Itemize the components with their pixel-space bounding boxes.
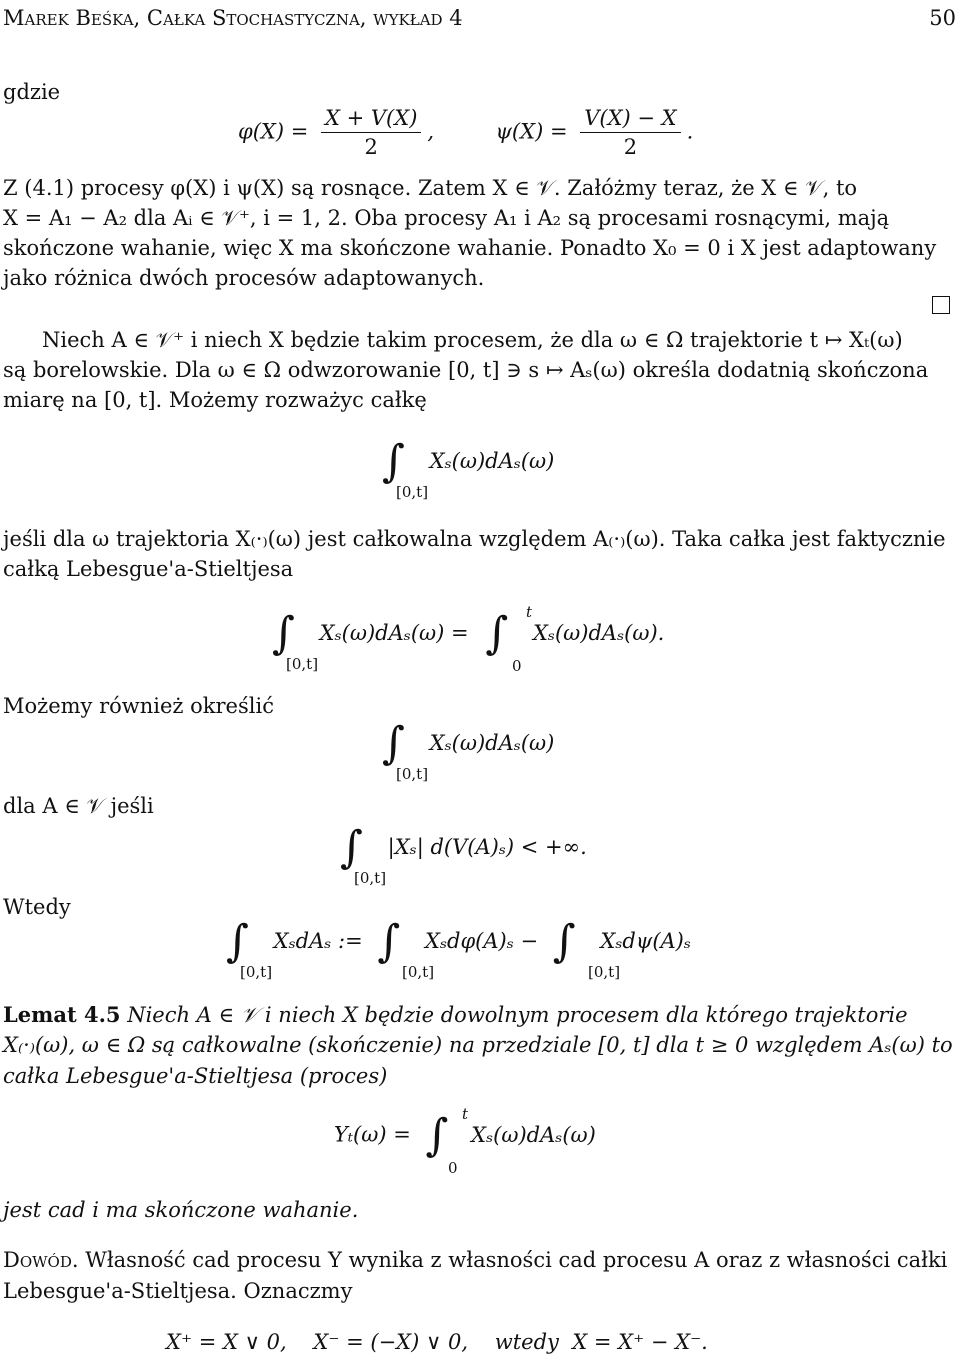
- integral-sign: ∫: [485, 608, 509, 659]
- paragraph-line: całką Lebesgue'a-Stieltjesa: [3, 557, 294, 581]
- lemma-label: Lemat 4.5: [3, 1002, 121, 1027]
- eq-end: .: [686, 119, 694, 144]
- lemma-eq-rhs: Xₛ(ω)dAₛ(ω): [471, 1122, 596, 1147]
- integral-upper-limit: t: [462, 1105, 469, 1123]
- integral-sign: ∫: [425, 1110, 449, 1161]
- phi-lhs: φ(X) =: [238, 119, 309, 144]
- integral-upper-limit: t: [526, 603, 533, 621]
- integral-limit: [0,t]: [354, 869, 387, 887]
- proof-text: Własność cad procesu Y wynika z własności cad procesu A oraz z własności całki: [85, 1248, 948, 1272]
- psi-numerator: V(X) − X: [580, 104, 680, 133]
- paragraph-line: miarę na [0, t]. Możemy rozważyc całkę: [3, 388, 427, 412]
- integral-sign: ∫: [226, 916, 249, 967]
- paragraph-line: jako różnica dwóch procesów adaptowanych.: [3, 266, 485, 290]
- psi-denominator: 2: [623, 135, 638, 160]
- integral-limit: [0,t]: [402, 963, 435, 981]
- proof-label: Dowód.: [3, 1248, 79, 1272]
- lemma-eq-lhs: Yₜ(ω) =: [334, 1122, 411, 1147]
- integral-display: [382, 718, 555, 769]
- integral-limit: [0,t]: [588, 963, 621, 981]
- psi-fraction: [580, 104, 680, 162]
- proof-line: Lebesgue'a-Stieltjesa. Oznaczmy: [3, 1279, 353, 1303]
- integral-definition: [226, 916, 691, 967]
- word-gdzie: gdzie: [3, 80, 61, 104]
- eq-separator: ,: [427, 119, 435, 144]
- integral-limit: [0,t]: [240, 963, 273, 981]
- integral-term: XₛdAₛ :=: [273, 928, 363, 953]
- phi-numerator: X + V(X): [321, 104, 421, 133]
- proof-equation: X⁺ = X ∨ 0, X⁻ = (−X) ∨ 0, wtedy X = X⁺ − X⁻.: [166, 1330, 708, 1354]
- running-header: [3, 4, 956, 36]
- paragraph-line: skończone wahanie, więc X ma skończone wahanie. Ponadto X₀ = 0 i X jest adaptowany: [3, 236, 937, 260]
- integral-sign: ∫: [377, 916, 401, 967]
- page-number: 50: [929, 6, 956, 30]
- integral-equality: [272, 608, 665, 659]
- integral-sign: ∫: [382, 718, 405, 769]
- equation-phi-psi: [238, 104, 693, 162]
- integral-limit: [0,t]: [286, 655, 319, 673]
- paragraph-line: Niech A ∈ 𝒱⁺ i niech X będzie takim procesem, że dla ω ∈ Ω trajektorie t ↦ Xₜ(ω): [42, 328, 903, 352]
- lemma-line: [3, 1000, 959, 1031]
- lemma-line: jest cad i ma skończone wahanie.: [3, 1198, 359, 1222]
- paragraph-line: jeśli dla ω trajektoria X₍·₎(ω) jest całkowalna względem A₍·₎(ω). Taka całka jest faktycznie: [3, 527, 946, 551]
- qed-box: [932, 296, 950, 314]
- lemma-text: Niech A ∈ 𝒱 i niech X będzie dowolnym procesem dla którego trajektorie: [127, 1003, 908, 1027]
- paragraph-line: Możemy również określić: [3, 694, 274, 718]
- integral-sign: ∫: [340, 822, 363, 873]
- paragraph-line: Z (4.1) procesy φ(X) i ψ(X) są rosnące. Zatem X ∈ 𝒱. Załóżmy teraz, że X ∈ 𝒱, to: [3, 176, 858, 200]
- paragraph-line: dla A ∈ 𝒱 jeśli: [3, 794, 154, 818]
- integral-display: [340, 822, 587, 873]
- phi-denominator: 2: [364, 135, 378, 160]
- running-title: Marek Beśka, Całka Stochastyczna, wykład 4: [3, 6, 463, 30]
- phi-fraction: [321, 104, 421, 162]
- integral-rhs: Xₛ(ω)dAₛ(ω).: [532, 620, 665, 645]
- paragraph-line: są borelowskie. Dla ω ∈ Ω odwzorowanie [0, t] ∋ s ↦ Aₛ(ω) określa dodatnią skończona: [3, 358, 929, 382]
- integral-term: Xₛdφ(A)ₛ −: [425, 928, 539, 953]
- paragraph-line: Wtedy: [3, 895, 71, 919]
- integrand: Xₛ(ω)dAₛ(ω): [429, 448, 555, 473]
- paragraph-line: X = A₁ − A₂ dla Aᵢ ∈ 𝒱⁺, i = 1, 2. Oba procesy A₁ i A₂ są procesami rosnącymi, mają: [3, 206, 890, 230]
- integral-lhs: Xₛ(ω)dAₛ(ω) =: [319, 620, 469, 645]
- integral-sign: ∫: [272, 608, 295, 659]
- lemma-line: całka Lebesgue'a-Stieltjesa (proces): [3, 1064, 388, 1088]
- integral-display: [382, 436, 555, 487]
- integral-sign: ∫: [382, 436, 405, 487]
- proof-line: [3, 1246, 959, 1276]
- integral-lower-limit: 0: [448, 1159, 458, 1177]
- integral-lower-limit: 0: [512, 657, 522, 675]
- integral-term: Xₛdψ(A)ₛ: [600, 928, 691, 953]
- integral-limit: [0,t]: [396, 765, 429, 783]
- integral-sign: ∫: [552, 916, 576, 967]
- integral-limit: [0,t]: [396, 483, 429, 501]
- psi-lhs: ψ(X) =: [495, 119, 568, 144]
- integrand: |Xₛ| d(V(A)ₛ) < +∞.: [387, 834, 587, 859]
- lemma-line: X₍·₎(ω), ω ∈ Ω są całkowalne (skończenie) na przedziale [0, t] dla t ≥ 0 względem Aₛ(ω) to: [3, 1033, 953, 1057]
- integrand: Xₛ(ω)dAₛ(ω): [429, 730, 555, 755]
